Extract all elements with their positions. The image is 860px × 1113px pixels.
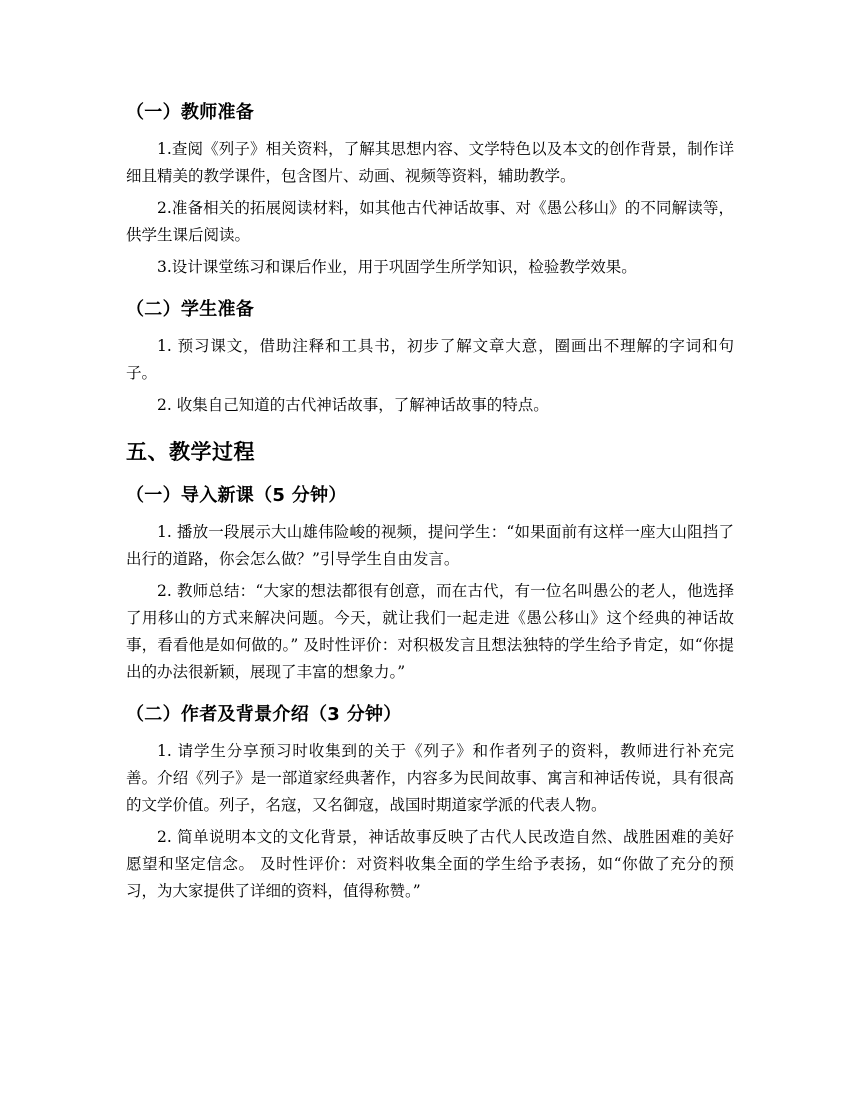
teacher-prep-heading: （一）教师准备 [126, 102, 255, 123]
intro-item-2: 2. 教师总结：“大家的想法都很有创意，而在古代，有一位名叫愚公的老人，他选择了用移山的方式来解决问题。今天，就让我们一起走进《愚公移山》这个经典的神话故事，看看他是如何做的。” 及时性评价：对积极发言且想法独特的学生给予肯定，如“你提出的办法很新颖，展现了丰富的想象力。” [126, 582, 734, 681]
student-prep-item-1: 1. 预习课文，借助注释和工具书，初步了解文章大意，圈画出不理解的字词和句子。 [126, 337, 734, 382]
section-five-heading: 五、教学过程 [126, 440, 255, 464]
intro-heading: （一）导入新课（5 分钟） [126, 485, 347, 506]
background-item-1: 1. 请学生分享预习时收集到的关于《列子》和作者列子的资料，教师进行补充完善。介绍《列子》是一部道家经典著作，内容多为民间故事、寓言和神话传说，具有很高的文学价值。列子，名寇，又名御寇，战国时期道家学派的代表人物。 [126, 742, 734, 814]
teacher-prep-item-1: 1.查阅《列子》相关资料，了解其思想内容、文学特色以及本文的创作背景，制作详细且精美的教学课件，包含图片、动画、视频等资料，辅助教学。 [126, 140, 734, 185]
teacher-prep-item-2: 2.准备相关的拓展阅读材料，如其他古代神话故事、对《愚公移山》的不同解读等，供学生课后阅读。 [126, 199, 734, 244]
background-item-2: 2. 简单说明本文的文化背景，神话故事反映了古代人民改造自然、战胜困难的美好愿望和坚定信念。 及时性评价：对资料收集全面的学生给予表扬，如“你做了充分的预习，为大家提供了详细的资料，值得称赞。” [126, 828, 734, 900]
background-heading: （二）作者及背景介绍（3 分钟） [126, 704, 402, 725]
intro-item-1: 1. 播放一段展示大山雄伟险峻的视频，提问学生：“如果面前有这样一座大山阻挡了出行的道路，你会怎么做？”引导学生自由发言。 [126, 523, 734, 568]
student-prep-item-2: 2. 收集自己知道的古代神话故事，了解神话故事的特点。 [157, 396, 549, 414]
teacher-prep-item-3: 3.设计课堂练习和课后作业，用于巩固学生所学知识，检验教学效果。 [157, 258, 637, 276]
student-prep-heading: （二）学生准备 [126, 299, 255, 320]
